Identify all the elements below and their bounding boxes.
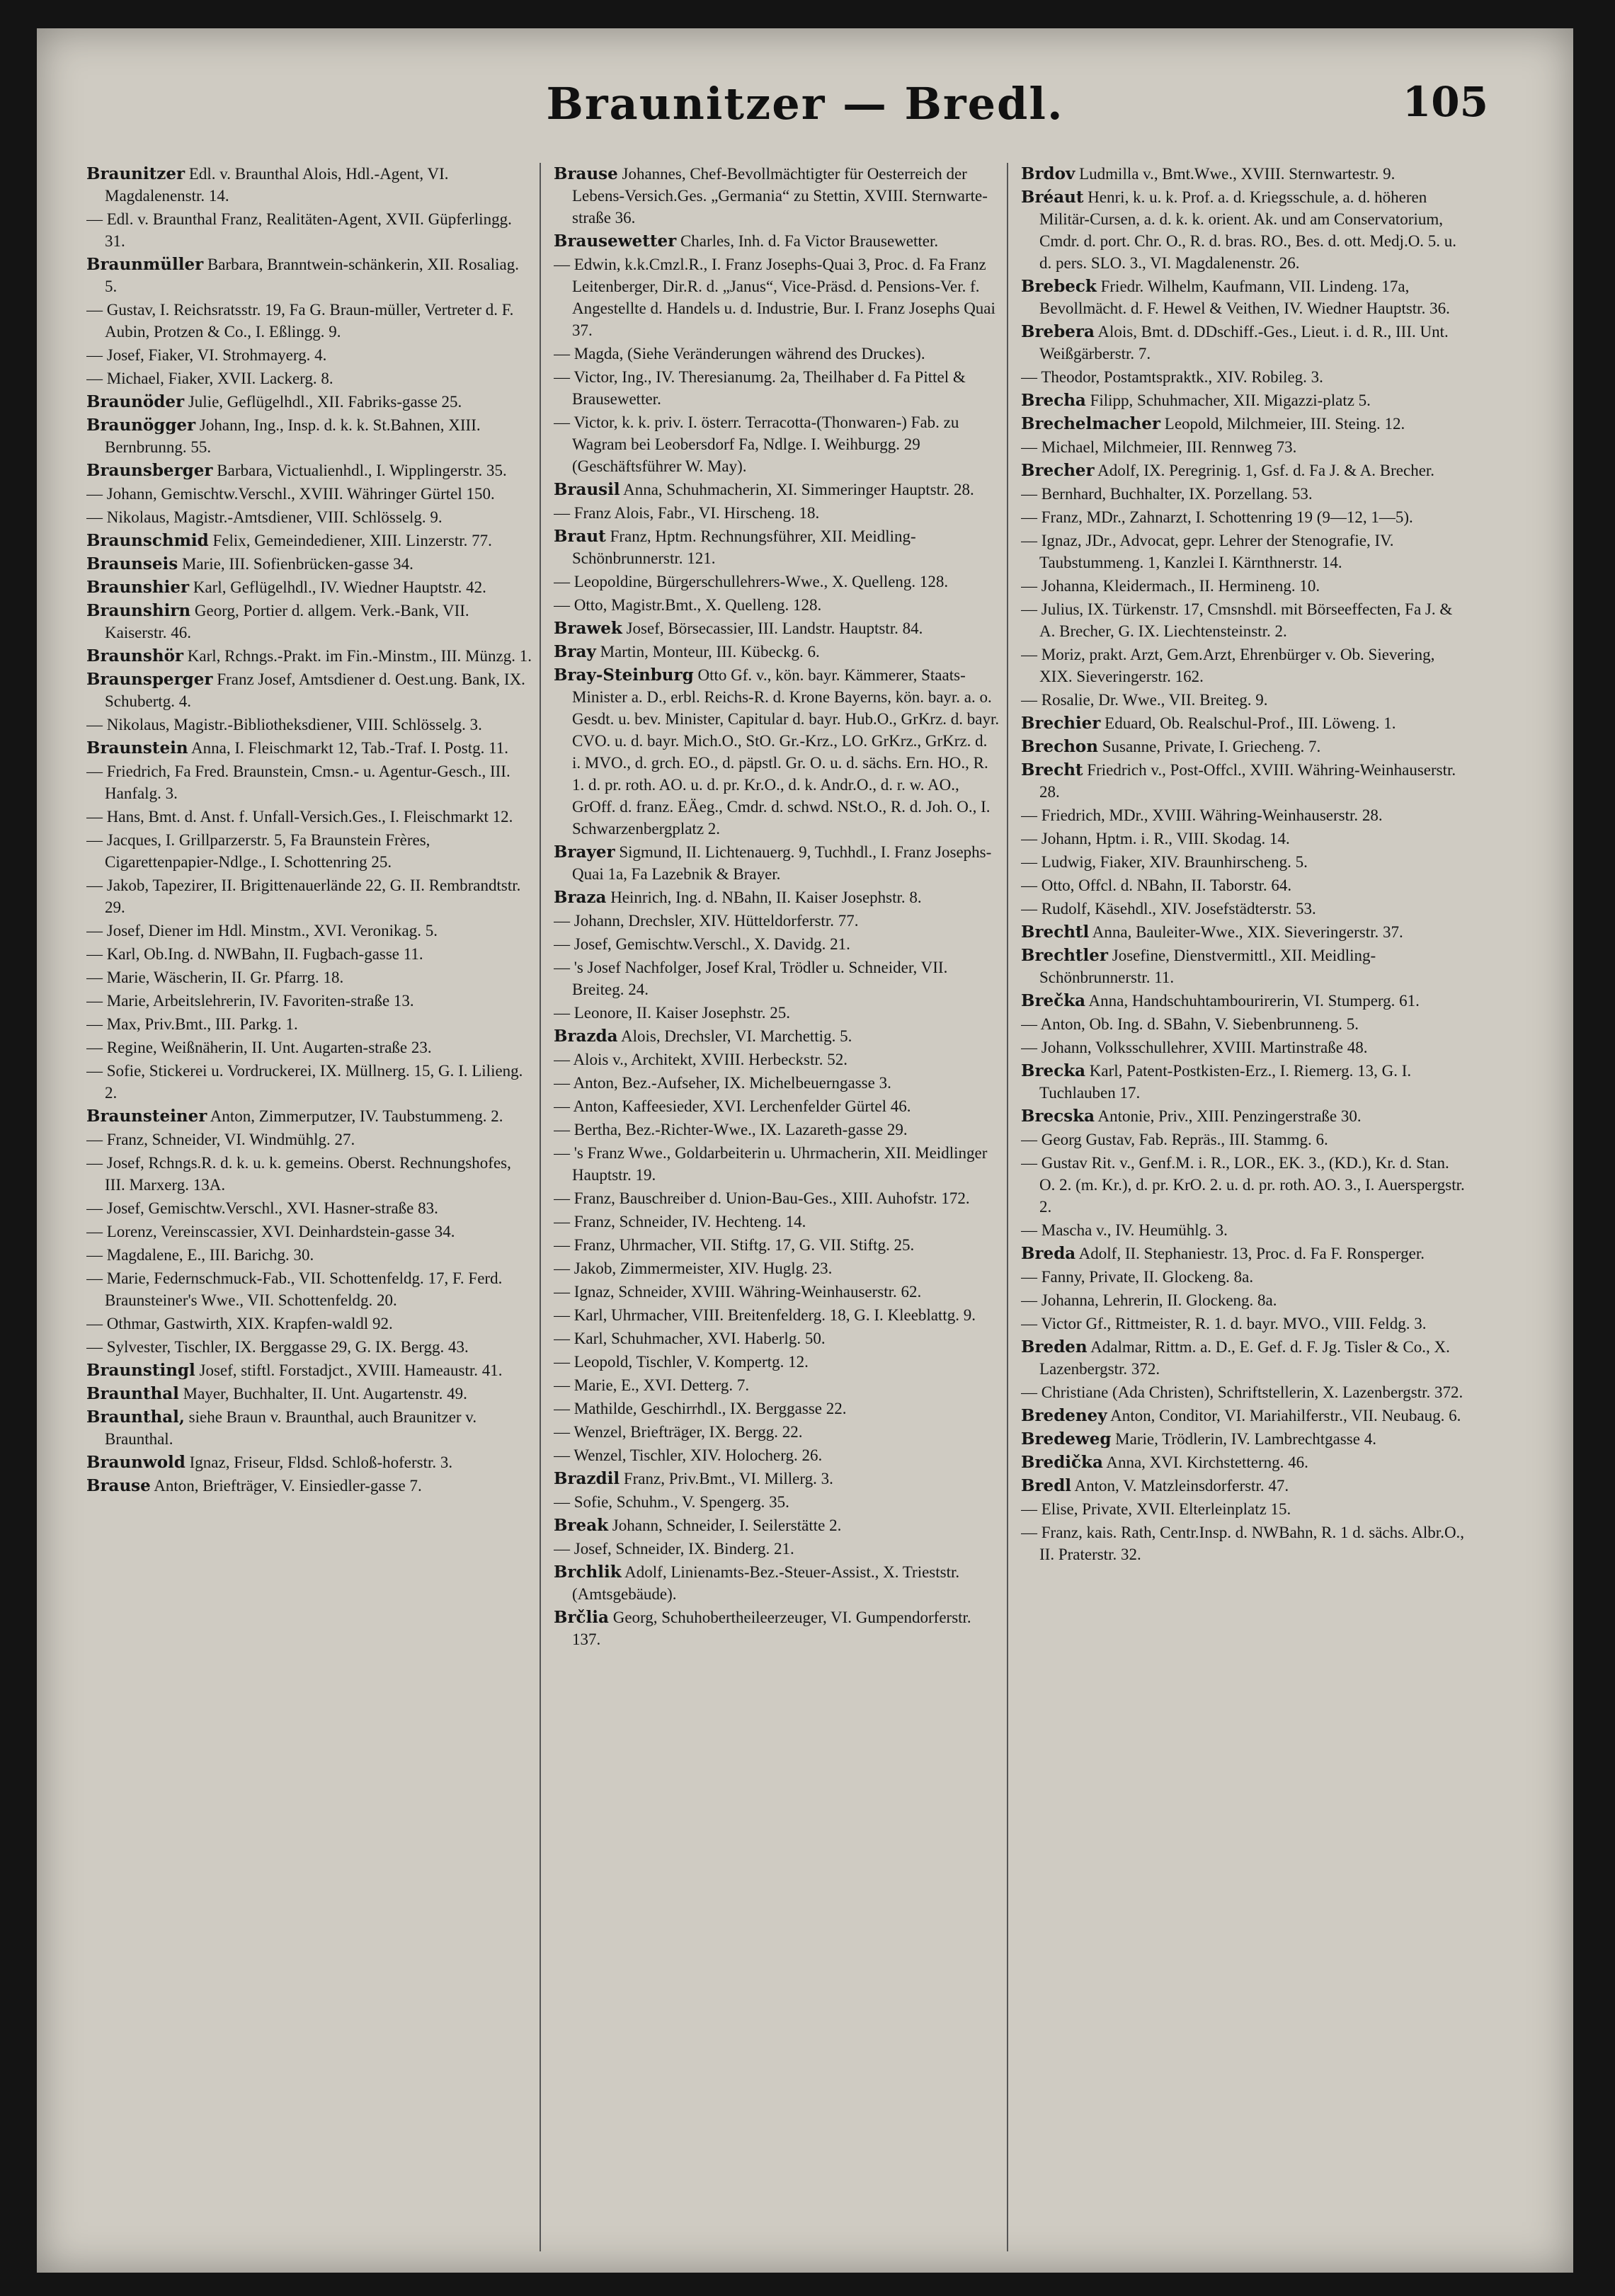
directory-entry: Brawek Josef, Börsecassier, III. Landstr. Hauptstr. 84.: [554, 619, 923, 638]
directory-entry: Brdov Ludmilla v., Bmt.Wwe., XVIII. Sternwartestr. 9.: [1021, 164, 1396, 183]
directory-entry: — Josef, Gemischtw.Verschl., XVI. Hasner-straße 83.: [86, 1199, 438, 1217]
directory-entry: — Franz, MDr., Zahnarzt, I. Schottenring 19 (9—12, 1—5).: [1021, 508, 1413, 526]
directory-entry: Braunwold Ignaz, Friseur, Fldsd. Schloß-hoferstr. 3.: [86, 1453, 453, 1472]
directory-entry: — Lorenz, Vereinscassier, XVI. Deinhardstein-gasse 34.: [86, 1223, 455, 1240]
directory-entry: Braunsteiner Anton, Zimmerputzer, IV. Taubstummeng. 2.: [86, 1107, 503, 1126]
directory-entry: Brechon Susanne, Private, I. Griecheng. 7.: [1021, 737, 1321, 756]
directory-entry: — Ludwig, Fiaker, XIV. Braunhirscheng. 5.: [1021, 853, 1308, 871]
directory-entry: Brčlia Georg, Schuhobertheileerzeuger, VI. Gumpendorferstr. 137.: [554, 1608, 971, 1648]
column-middle: [554, 163, 1008, 2251]
directory-entry: Braunstingl Josef, stiftl. Forstadjct., XVIII. Hameaustr. 41.: [86, 1361, 503, 1380]
directory-entry: — Marie, Wäscherin, II. Gr. Pfarrg. 18.: [86, 969, 344, 986]
directory-entry: — Ignaz, JDr., Advocat, gepr. Lehrer der Stenografie, IV. Taubstummeng. 1, Kanzlei I. Kärnthnerstr. 14.: [1021, 532, 1394, 571]
directory-entry: — Fanny, Private, II. Glockeng. 8a.: [1021, 1268, 1254, 1286]
directory-entry: Brazda Alois, Drechsler, VI. Marchettig. 5.: [554, 1027, 852, 1046]
directory-entry: — Gustav Rit. v., Genf.M. i. R., LOR., EK. 3., (KD.), Kr. d. Stan. O. 2. (m. Kr.), d. pr. KrO. 2. u. d. pr. roth. AO. 3., I. Auerspergstr. 2.: [1021, 1154, 1465, 1216]
directory-entry: Brayer Sigmund, II. Lichtenauerg. 9, Tuchhdl., I. Franz Josephs-Quai 1a, Fa Lazebnik & Brayer.: [554, 843, 992, 883]
directory-entry: — Josef, Rchngs.R. d. k. u. k. gemeins. Oberst. Rechnungshofes, III. Marxerg. 13A.: [86, 1154, 511, 1194]
directory-entry: — Wenzel, Briefträger, IX. Bergg. 22.: [554, 1423, 803, 1441]
directory-entry: Braunschmid Felix, Gemeindediener, XIII. Linzerstr. 77.: [86, 531, 492, 550]
directory-entry: — Mathilde, Geschirrhdl., IX. Berggasse 22.: [554, 1400, 847, 1417]
directory-entry: — Franz Alois, Fabr., VI. Hirscheng. 18.: [554, 504, 820, 522]
directory-entry: Braunitzer Edl. v. Braunthal Alois, Hdl.-Agent, VI. Magdalenenstr. 14.: [86, 164, 449, 205]
directory-entry: — Sofie, Stickerei u. Vordruckerei, IX. Müllnerg. 15, G. I. Lilieng. 2.: [86, 1062, 523, 1102]
directory-entry: Brausil Anna, Schuhmacherin, XI. Simmeringer Hauptstr. 28.: [554, 480, 974, 499]
directory-entry: Brebeck Friedr. Wilhelm, Kaufmann, VII. Lindeng. 17a, Bevollmächt. d. F. Hewel & Veithen, IV. Wiedner Hauptstr. 36.: [1021, 277, 1450, 317]
directory-entry: — Sylvester, Tischler, IX. Berggasse 29, G. IX. Bergg. 43.: [86, 1338, 469, 1356]
directory-entry: — Franz, Schneider, VI. Windmühlg. 27.: [86, 1131, 355, 1148]
directory-entry: — Johanna, Kleidermach., II. Hermineng. 10.: [1021, 577, 1320, 595]
directory-entry: — Christiane (Ada Christen), Schriftstellerin, X. Lazenbergstr. 372.: [1021, 1383, 1463, 1401]
directory-entry: — Franz, Bauschreiber d. Union-Bau-Ges., XIII. Auhofstr. 172.: [554, 1189, 970, 1207]
directory-entry: Braut Franz, Hptm. Rechnungsführer, XII. Meidling-Schönbrunnerstr. 121.: [554, 527, 916, 567]
directory-entry: — Leonore, II. Kaiser Josephstr. 25.: [554, 1004, 791, 1022]
directory-entry: — Magdalene, E., III. Barichg. 30.: [86, 1246, 314, 1264]
directory-entry: — Mascha v., IV. Heumühlg. 3.: [1021, 1221, 1228, 1239]
directory-entry: — Johanna, Lehrerin, II. Glockeng. 8a.: [1021, 1291, 1277, 1309]
directory-entry: Brause Anton, Briefträger, V. Einsiedler-gasse 7.: [86, 1476, 422, 1495]
directory-entry: — Franz, Schneider, IV. Hechteng. 14.: [554, 1213, 806, 1230]
directory-entry: — Friedrich, Fa Fred. Braunstein, Cmsn.- u. Agentur-Gesch., III. Hanfalg. 3.: [86, 763, 510, 802]
directory-entry: — Johann, Gemischtw.Verschl., XVIII. Währinger Gürtel 150.: [86, 485, 495, 503]
directory-entry: Brechelmacher Leopold, Milchmeier, III. Steing. 12.: [1021, 414, 1405, 433]
directory-entry: — Bertha, Bez.-Richter-Wwe., IX. Lazareth-gasse 29.: [554, 1121, 908, 1138]
directory-entry: Braunsberger Barbara, Victualienhdl., I. Wipplingerstr. 35.: [86, 461, 507, 480]
directory-entry: Breda Adolf, II. Stephaniestr. 13, Proc. d. Fa F. Ronsperger.: [1021, 1244, 1425, 1263]
directory-entry: — Rosalie, Dr. Wwe., VII. Breiteg. 9.: [1021, 691, 1268, 709]
directory-entry: — Theodor, Postamtspraktk., XIV. Robileg. 3.: [1021, 368, 1323, 386]
directory-entry: — Max, Priv.Bmt., III. Parkg. 1.: [86, 1015, 298, 1033]
directory-entry: Braunmüller Barbara, Branntwein-schänkerin, XII. Rosaliag. 5.: [86, 255, 519, 295]
directory-entry: — Edl. v. Braunthal Franz, Realitäten-Agent, XVII. Güpferlingg. 31.: [86, 210, 512, 250]
directory-entry: — Leopoldine, Bürgerschullehrers-Wwe., X. Quelleng. 128.: [554, 573, 949, 590]
directory-entry: Braunshirn Georg, Portier d. allgem. Verk.-Bank, VII. Kaiserstr. 46.: [86, 601, 469, 641]
directory-entry: — Edwin, k.k.Cmzl.R., I. Franz Josephs-Quai 3, Proc. d. Fa Franz Leitenberger, Dir.R. d. „Janus“, Vice-Präsd. d. Pensions-Ver. f. Angestellte d. Handels u. d. Industrie, Bur. I. Franz Josephs Quai 37.: [554, 256, 995, 339]
directory-entry: — Michael, Milchmeier, III. Rennweg 73.: [1021, 438, 1297, 456]
directory-entry: Bredička Anna, XVI. Kirchstetterng. 46.: [1021, 1453, 1308, 1472]
directory-entry: — Friedrich, MDr., XVIII. Währing-Weinhauserstr. 28.: [1021, 806, 1383, 824]
directory-entry: Braunöder Julie, Geflügelhdl., XII. Fabriks-gasse 25.: [86, 392, 462, 411]
directory-entry: — Elise, Private, XVII. Elterleinplatz 15.: [1021, 1500, 1291, 1518]
directory-entry: Braunshier Karl, Geflügelhdl., IV. Wiedner Hauptstr. 42.: [86, 578, 486, 597]
directory-entry: — Marie, Federnschmuck-Fab., VII. Schottenfeldg. 17, F. Ferd. Braunsteiner's Wwe., VII. Schottenfeldg. 20.: [86, 1269, 503, 1309]
directory-entry: — Josef, Fiaker, VI. Strohmayerg. 4.: [86, 346, 327, 364]
directory-entry: Break Johann, Schneider, I. Seilerstätte 2.: [554, 1516, 842, 1535]
directory-entry: Braunthal Mayer, Buchhalter, II. Unt. Augartenstr. 49.: [86, 1384, 467, 1403]
directory-entry: — Otto, Magistr.Bmt., X. Quelleng. 128.: [554, 596, 822, 614]
directory-entry: — Josef, Schneider, IX. Binderg. 21.: [554, 1540, 794, 1558]
directory-entry: — Hans, Bmt. d. Anst. f. Unfall-Versich.Ges., I. Fleischmarkt 12.: [86, 808, 513, 826]
directory-entry: Braunögger Johann, Ing., Insp. d. k. k. St.Bahnen, XIII. Bernbrunng. 55.: [86, 416, 481, 456]
directory-entry: — Karl, Schuhmacher, XVI. Haberlg. 50.: [554, 1330, 826, 1347]
directory-entry: — Nikolaus, Magistr.-Amtsdiener, VIII. Schlösselg. 9.: [86, 508, 443, 526]
directory-entry: — Otto, Offcl. d. NBahn, II. Taborstr. 64.: [1021, 876, 1292, 894]
directory-entry: Breden Adalmar, Rittm. a. D., E. Gef. d. F. Jg. Tisler & Co., X. Lazenbergstr. 372.: [1021, 1337, 1450, 1378]
column-right: [1021, 163, 1474, 2251]
directory-entry: — Othmar, Gastwirth, XIX. Krapfen-waldl 92.: [86, 1315, 393, 1332]
directory-entry: Brecska Antonie, Priv., XIII. Penzingerstraße 30.: [1021, 1107, 1362, 1126]
directory-entry: Braunseis Marie, III. Sofienbrücken-gasse 34.: [86, 554, 413, 573]
directory-entry: — Gustav, I. Reichsratsstr. 19, Fa G. Braun-müller, Vertreter d. F. Aubin, Protzen & Co., I. Eßlingg. 9.: [86, 301, 514, 341]
directory-entry: — Victor, Ing., IV. Theresianumg. 2a, Theilhaber d. Fa Pittel & Brausewetter.: [554, 368, 966, 408]
directory-entry: Brecka Karl, Patent-Postkisten-Erz., I. Riemerg. 13, G. I. Tuchlauben 17.: [1021, 1061, 1412, 1102]
directory-entry: Braza Heinrich, Ing. d. NBahn, II. Kaiser Josephstr. 8.: [554, 888, 922, 907]
directory-entry: Brechier Eduard, Ob. Realschul-Prof., III. Löweng. 1.: [1021, 714, 1396, 733]
directory-entry: — 's Josef Nachfolger, Josef Kral, Trödler u. Schneider, VII. Breiteg. 24.: [554, 959, 948, 998]
directory-entry: — Josef, Gemischtw.Verschl., X. Davidg. 21.: [554, 935, 850, 953]
directory-entry: — Jakob, Zimmermeister, XIV. Huglg. 23.: [554, 1260, 833, 1277]
directory-entry: — Anton, Bez.-Aufseher, IX. Michelbeuerngasse 3.: [554, 1074, 891, 1092]
running-head: Braunitzer — Bredl.: [546, 78, 1064, 130]
directory-entry: — Victor, k. k. priv. I. österr. Terracotta-(Thonwaren-) Fab. zu Wagram bei Leobersdorf Fa, Ndlge. I. Weihburgg. 29 (Geschäftsführer W. May).: [554, 413, 959, 475]
directory-entry: Braunsperger Franz Josef, Amtsdiener d. Oest.ung. Bank, IX. Schubertg. 4.: [86, 670, 525, 710]
directory-entry: — Anton, Ob. Ing. d. SBahn, V. Siebenbrunneng. 5.: [1021, 1015, 1359, 1033]
directory-entry: Bréaut Henri, k. u. k. Prof. a. d. Kriegsschule, a. d. höheren Militär-Cursen, a. d. k. k. orient. Ak. und am Conservatorium, Cmdr. d. port. Chr. O., R. d. bras. RO., Bes. d. ott. Medj.O. 5. u. d. pers. SLO. 3., VI. Magdalenenstr. 26.: [1021, 188, 1457, 272]
directory-entry: — Rudolf, Käsehdl., XIV. Josefstädterstr. 53.: [1021, 900, 1316, 918]
directory-entry: — Leopold, Tischler, V. Kompertg. 12.: [554, 1353, 809, 1371]
directory-entry: — Josef, Diener im Hdl. Minstm., XVI. Veronikag. 5.: [86, 922, 438, 939]
directory-entry: Brecha Filipp, Schuhmacher, XII. Migazzi-platz 5.: [1021, 391, 1371, 410]
directory-entry: Brecht Friedrich v., Post-Offcl., XVIII. Währing-Weinhauserstr. 28.: [1021, 760, 1456, 801]
directory-entry: — Johann, Volksschullehrer, XVIII. Martinstraße 48.: [1021, 1039, 1368, 1056]
directory-entry: Bredeweg Marie, Trödlerin, IV. Lambrechtgasse 4.: [1021, 1429, 1376, 1449]
directory-entry: Braunstein Anna, I. Fleischmarkt 12, Tab.-Traf. I. Postg. 11.: [86, 738, 508, 758]
directory-entry: — Regine, Weißnäherin, II. Unt. Augarten-straße 23.: [86, 1039, 432, 1056]
page-header: [37, 78, 1573, 142]
directory-entry: — Franz, Uhrmacher, VII. Stiftg. 17, G. VII. Stiftg. 25.: [554, 1236, 915, 1254]
directory-entry: — Georg Gustav, Fab. Repräs., III. Stammg. 6.: [1021, 1131, 1328, 1148]
directory-page: [37, 28, 1573, 2273]
directory-entry: — Jakob, Tapezirer, II. Brigittenauerlände 22, G. II. Rembrandtstr. 29.: [86, 876, 521, 916]
directory-entry: Brausewetter Charles, Inh. d. Fa Victor Brausewetter.: [554, 232, 939, 251]
directory-entry: Brebera Alois, Bmt. d. DDschiff.-Ges., Lieut. i. d. R., III. Unt. Weißgärberstr. 7.: [1021, 322, 1449, 362]
directory-entry: — Johann, Hptm. i. R., VIII. Skodag. 14.: [1021, 830, 1290, 847]
directory-entry: — Marie, Arbeitslehrerin, IV. Favoriten-straße 13.: [86, 992, 414, 1010]
directory-entry: Brechtler Josefine, Dienstvermittl., XII. Meidling-Schönbrunnerstr. 11.: [1021, 946, 1376, 986]
directory-entry: Brecher Adolf, IX. Peregrinig. 1, Gsf. d. Fa J. & A. Brecher.: [1021, 461, 1435, 480]
column-left: [86, 163, 541, 2251]
directory-entry: — Sofie, Schuhm., V. Spengerg. 35.: [554, 1493, 789, 1511]
directory-entry: — Wenzel, Tischler, XIV. Holocherg. 26.: [554, 1446, 823, 1464]
directory-entry: — Karl, Uhrmacher, VIII. Breitenfelderg. 18, G. I. Kleeblattg. 9.: [554, 1306, 976, 1324]
directory-entry: — Nikolaus, Magistr.-Bibliotheksdiener, VIII. Schlösselg. 3.: [86, 716, 482, 733]
directory-entry: Brechtl Anna, Bauleiter-Wwe., XIX. Sieveringerstr. 37.: [1021, 923, 1403, 942]
directory-entry: Bredl Anton, V. Matzleinsdorferstr. 47.: [1021, 1476, 1289, 1495]
directory-entry: Braunthal, siehe Braun v. Braunthal, auch Braunitzer v. Braunthal.: [86, 1407, 477, 1448]
directory-entry: — Karl, Ob.Ing. d. NWBahn, II. Fugbach-gasse 11.: [86, 945, 423, 963]
directory-entry: — Jacques, I. Grillparzerstr. 5, Fa Braunstein Frères, Cigarettenpapier-Ndlge., I. Schottenring 25.: [86, 831, 430, 871]
directory-entry: — Moriz, prakt. Arzt, Gem.Arzt, Ehrenbürger v. Ob. Sievering, XIX. Sieveringerstr. 162.: [1021, 646, 1435, 685]
page-number: 105: [1402, 78, 1488, 126]
directory-entry: Brazdil Franz, Priv.Bmt., VI. Millerg. 3.: [554, 1469, 833, 1488]
directory-entry: Brchlik Adolf, Linienamts-Bez.-Steuer-Assist., X. Trieststr. (Amtsgebäude).: [554, 1563, 960, 1603]
directory-entry: — Marie, E., XVI. Detterg. 7.: [554, 1376, 750, 1394]
directory-entry: Bray Martin, Monteur, III. Kübeckg. 6.: [554, 642, 820, 661]
directory-entry: Bredeney Anton, Conditor, VI. Mariahilferstr., VII. Neubaug. 6.: [1021, 1406, 1461, 1425]
directory-entry: Bray-Steinburg Otto Gf. v., kön. bayr. Kämmerer, Staats-Minister a. D., erbl. Reichs-R. d. Krone Bayerns, kön. bayr. a. o. Gesdt. u. bev. Minister, Capitular d. bayr. Hub.O., GrKrz. d. bayr. CVO. u. d. bayr. Mich.O., StO. Gr.-Krz., LO. GrKrz., GrKrz. d. i. MVO., d. grch. EO., d. päpstl. Gr. O. u. d. sächs. Ern. HO., R. 1. d. pr. roth. AO. u. d. pr. Kr.O., d. k. Andr.O., d. r. w. AO., GrOff. d. franz. EÄeg., Cmdr. d. schwd. NSt.O., R. d. Joh. O., I. Schwarzenbergplatz 2.: [554, 666, 1000, 838]
directory-entry: Brause Johannes, Chef-Bevollmächtigter für Oesterreich der Lebens-Versich.Ges. „Germania“ zu Stettin, XVIII. Sternwarte-straße 36.: [554, 164, 988, 227]
directory-entry: — Anton, Kaffeesieder, XVI. Lerchenfelder Gürtel 46.: [554, 1097, 911, 1115]
directory-entry: — Alois v., Architekt, XVIII. Herbeckstr. 52.: [554, 1051, 848, 1068]
directory-entry: Brečka Anna, Handschuhtambourirerin, VI. Stumperg. 61.: [1021, 991, 1420, 1010]
directory-entry: — Magda, (Siehe Veränderungen während des Druckes).: [554, 345, 925, 362]
directory-entry: — Franz, kais. Rath, Centr.Insp. d. NWBahn, R. 1 d. sächs. Albr.O., II. Praterstr. 32.: [1021, 1524, 1465, 1563]
directory-entry: — Ignaz, Schneider, XVIII. Währing-Weinhauserstr. 62.: [554, 1283, 922, 1301]
directory-entry: — 's Franz Wwe., Goldarbeiterin u. Uhrmacherin, XII. Meidlinger Hauptstr. 19.: [554, 1144, 988, 1184]
directory-entry: — Victor Gf., Rittmeister, R. 1. d. bayr. MVO., VIII. Feldg. 3.: [1021, 1315, 1427, 1332]
directory-entry: — Bernhard, Buchhalter, IX. Porzellang. 53.: [1021, 485, 1313, 503]
directory-entry: — Johann, Drechsler, XIV. Hütteldorferstr. 77.: [554, 912, 859, 930]
directory-entry: — Michael, Fiaker, XVII. Lackerg. 8.: [86, 370, 333, 387]
directory-entry: Braunshör Karl, Rchngs.-Prakt. im Fin.-Minstm., III. Münzg. 1.: [86, 646, 532, 666]
directory-entry: — Julius, IX. Türkenstr. 17, Cmsnshdl. mit Börseeffecten, Fa J. & A. Brecher, G. IX. Liechtensteinstr. 2.: [1021, 600, 1453, 640]
entry-columns: [86, 163, 1474, 2251]
